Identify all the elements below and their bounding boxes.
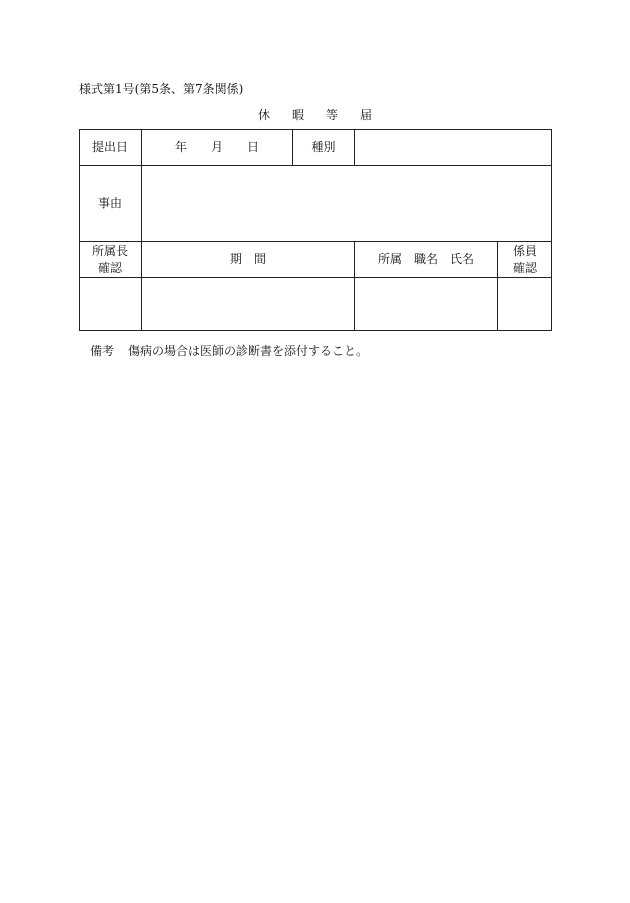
affiliation-name-field[interactable] [354,277,497,331]
form-title [0,106,630,123]
period-label: 期 間 [141,241,354,277]
form-title-char: 等 [326,108,339,122]
affiliation-name-label: 所属 職名 氏名 [354,241,497,277]
staff-confirm-label: 係員 確認 [497,241,552,277]
note-label: 備考 [90,344,115,358]
staff-confirm-field[interactable] [497,277,552,331]
date-year-label: 年 [174,139,187,154]
reason-field[interactable] [141,165,552,241]
leave-type-field[interactable] [354,129,552,165]
form-title-char: 届 [360,108,373,122]
date-day-label: 日 [247,139,260,154]
dept-head-confirm-label: 所属長 確認 [79,241,141,277]
leave-type-label: 種別 [292,129,354,165]
period-field[interactable] [141,277,354,331]
note-text: 傷病の場合は医師の診断書を添付すること。 [128,344,369,358]
form-number: 様式第1号(第5条、第7条関係) [79,82,244,96]
submission-date-label: 提出日 [91,139,128,154]
form-title-char: 休 [257,108,270,122]
date-month-label: 月 [210,139,223,154]
reason-label: 事由 [79,165,141,241]
note [90,342,368,359]
submission-date-field[interactable] [141,129,292,165]
dept-head-confirm-field[interactable] [79,277,141,331]
form-title-char: 暇 [291,108,304,122]
leave-request-table [79,129,552,331]
